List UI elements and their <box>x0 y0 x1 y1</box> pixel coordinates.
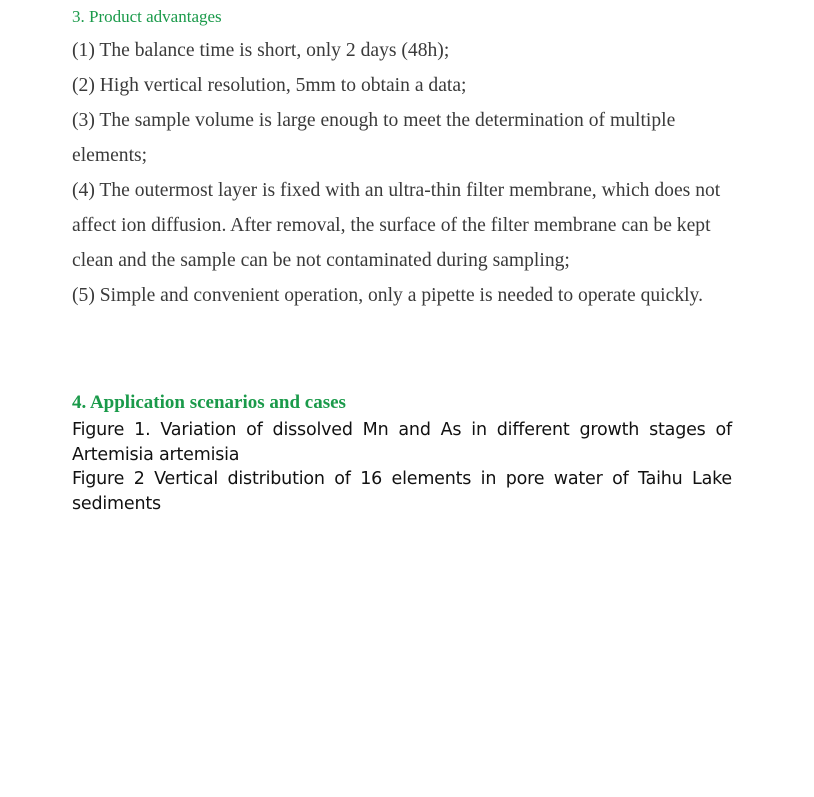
advantage-item-5: (5) Simple and convenient operation, only a pipette is needed to operate quickly. <box>72 285 703 306</box>
figure-captions <box>72 418 732 516</box>
advantage-item-1: (1) The balance time is short, only 2 days (48h); <box>72 40 450 61</box>
advantages-list <box>72 33 734 313</box>
advantage-item-3: (3) The sample volume is large enough to meet the determination of multiple elements; <box>72 110 676 166</box>
section-3-heading: 3. Product advantages <box>72 7 222 26</box>
figure-2-caption: Figure 2 Vertical distribution of 16 elements in pore water of Taihu Lake sediments <box>72 469 732 514</box>
advantage-item-2: (2) High vertical resolution, 5mm to obtain a data; <box>72 75 467 96</box>
section-4-heading: 4. Application scenarios and cases <box>72 392 346 413</box>
figure-1-caption: Figure 1. Variation of dissolved Mn and As in different growth stages of Artemisia artemisia <box>72 420 732 465</box>
advantage-item-4: (4) The outermost layer is fixed with an ultra-thin filter membrane, which does not affect ion diffusion. After removal, the surface of the filter membrane can be kept clean and the sample can be not contaminated during sampling; <box>72 180 721 271</box>
